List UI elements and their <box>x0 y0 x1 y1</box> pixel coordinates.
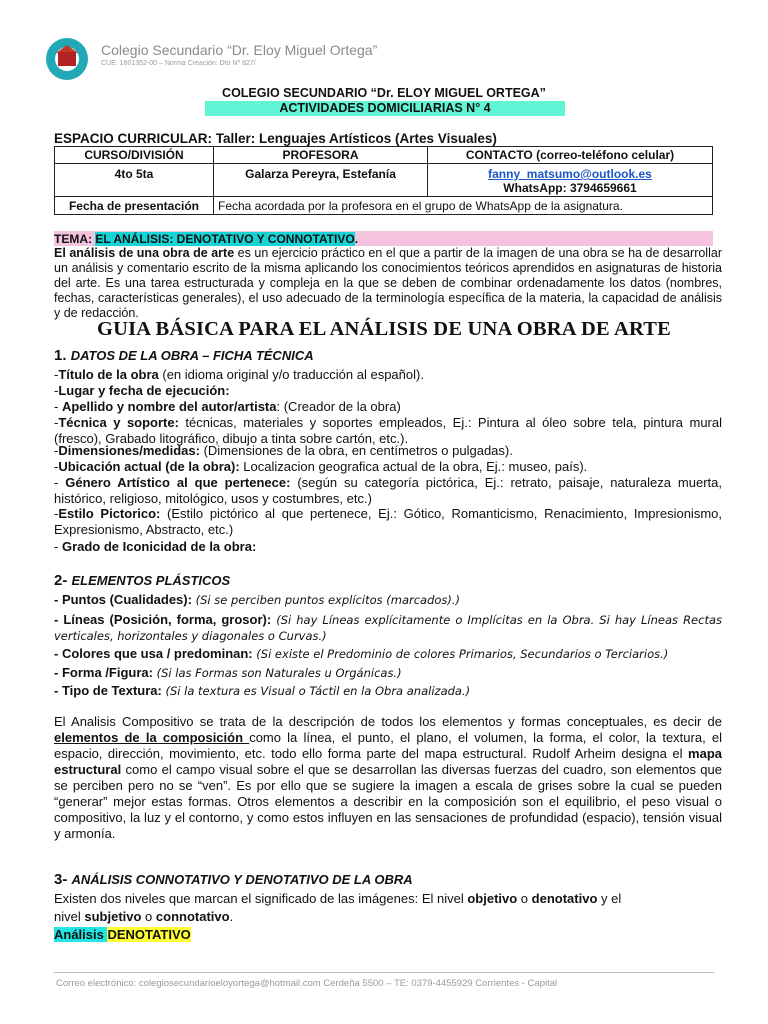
school-subtitle: CUE: 1801352-00 – Norma Creación: Dto Nº 827/ <box>101 60 256 67</box>
cell-curso: 4to 5ta <box>55 164 214 197</box>
logo-house <box>58 52 76 66</box>
list-item <box>54 665 722 681</box>
item-prefix: - <box>54 475 66 490</box>
item-label: Estilo Pictorico: <box>58 506 161 521</box>
table-row <box>55 197 713 215</box>
item-prefix: - <box>54 506 59 521</box>
text: o <box>141 909 156 924</box>
list-item <box>54 539 722 555</box>
para-bold: mapa estructural <box>54 746 722 777</box>
item-prefix: - <box>54 399 62 414</box>
section3-line2 <box>54 909 722 925</box>
list-item <box>54 612 722 644</box>
fecha-label: Fecha de presentación <box>55 197 214 215</box>
item-label: - Puntos (Cualidades): <box>54 592 192 607</box>
item-prefix: - <box>54 415 59 430</box>
item-label: - Líneas (Posición, forma, grosor): <box>54 612 272 627</box>
intro-paragraph <box>54 246 722 321</box>
text: . <box>229 909 234 924</box>
school-logo <box>46 38 88 80</box>
item-text: (en idioma original y/o traducción al español). <box>158 367 424 382</box>
espacio-label: ESPACIO CURRICULAR: <box>54 131 212 146</box>
section1-heading <box>54 347 314 364</box>
header-curso: CURSO/DIVISIÓN <box>55 147 214 164</box>
text: y el <box>597 891 622 906</box>
guide-title: GUIA BÁSICA PARA EL ANÁLISIS DE UNA OBRA DE ARTE <box>96 318 672 340</box>
item-text: (Estilo pictórico al que pertenece, Ej.: Gótico, Romanticismo, Renacimiento, Impresionismo, Expresionismo, Abstracto, etc.) <box>54 506 722 537</box>
section1-number: 1. <box>54 347 67 364</box>
section1-title: DATOS DE LA OBRA – FICHA TÉCNICA <box>70 348 314 363</box>
item-label: Título de la obra <box>58 367 159 382</box>
footer-divider <box>54 972 714 973</box>
list-item <box>54 475 722 507</box>
analysis-value: DENOTATIVO <box>107 927 191 942</box>
cell-profesora: Galarza Pereyra, Estefanía <box>214 164 428 197</box>
para-text: como el campo visual sobre el que se desarrollan las diversas fuerzas del cuadro, son elementos que se perciben pero no se “ven”. Es por ello que se sugiere la imagen a escala de grises sobre la cual se pueden “generar” mejor estas formas. Otros elementos a describir en la composición son el equilibrio, el peso visual o compositivo, la luz y el contorno, y como estos influyen en las sensaciones de profundidad (espacio), tensión visual y armonía. <box>54 762 722 841</box>
tema-value: EL ANÁLISIS: DENOTATIVO Y CONNOTATIVO <box>95 232 355 246</box>
bold-term: subjetivo <box>84 909 142 924</box>
item-prefix: - <box>54 539 62 554</box>
item-text: técnicas, materiales y soportes empleados, Ej.: Pintura al óleo sobre tela, pintura mural (fresco), Grabado litográfico, dibujo a tinta sobre cartón, etc.). <box>54 415 722 446</box>
para-underlined: elementos de la composición <box>54 730 250 745</box>
fecha-value: Fecha acordada por la profesora en el grupo de WhatsApp de la asignatura. <box>214 197 713 215</box>
whatsapp-number: WhatsApp: 3794659661 <box>503 181 637 195</box>
tema-dot: . <box>354 232 359 246</box>
list-item <box>54 367 722 383</box>
item-label: - Tipo de Textura: <box>54 683 162 698</box>
item-text: (Si se perciben puntos explícitos (marcados).) <box>191 593 461 607</box>
item-label: - Forma /Figura: <box>54 665 153 680</box>
text: nivel <box>54 909 85 924</box>
tema-label: TEMA: <box>54 232 96 246</box>
info-table <box>54 146 713 215</box>
header-profesora: PROFESORA <box>214 147 428 164</box>
item-prefix: - <box>54 459 59 474</box>
compositive-paragraph <box>54 714 722 842</box>
item-prefix: - <box>54 443 59 458</box>
analysis-denotativo <box>54 927 722 943</box>
list-item <box>54 646 722 662</box>
item-text: (Si la textura es Visual o Táctil en la Obra analizada.) <box>161 684 471 698</box>
para-text: como la línea, el punto, el plano, el volumen, la forma, el color, la textura, el espacio, dirección, movimiento, etc. todo ello forma parte del mapa estructural. Rudolf Arheim designa el <box>54 730 722 761</box>
document-title: COLEGIO SECUNDARIO “Dr. ELOY MIGUEL ORTEGA” <box>222 86 546 100</box>
list-item <box>54 592 722 608</box>
item-label: Técnica y soporte: <box>58 415 179 430</box>
list-item <box>54 399 722 415</box>
table-row <box>55 164 713 197</box>
espacio-curricular <box>54 131 497 146</box>
item-text: (según su categoría pictórica, Ej.: retrato, paisaje, naturaleza muerta, histórico, religioso, mitológico, usos y costumbres, etc.) <box>54 475 722 506</box>
item-label: - Colores que usa / predominan: <box>54 646 253 661</box>
table-header-row <box>55 147 713 164</box>
intro-bold: El análisis de una obra de arte <box>54 246 235 260</box>
item-text: (Dimensiones de la obra, en centímetros o pulgadas). <box>199 443 513 458</box>
list-item <box>54 383 722 399</box>
tema <box>54 232 358 246</box>
school-name: Colegio Secundario “Dr. Eloy Miguel Ortega” <box>101 42 378 58</box>
item-text: Localizacion geografica actual de la obra, Ej.: museo, país). <box>239 459 588 474</box>
item-label: Lugar y fecha de ejecución: <box>58 383 230 398</box>
item-label: Grado de Iconicidad de la obra: <box>61 539 257 554</box>
bold-term: connotativo <box>155 909 230 924</box>
item-prefix: - <box>54 383 59 398</box>
item-label: Dimensiones/medidas: <box>58 443 200 458</box>
email-link[interactable]: fanny_matsumo@outlook.es <box>488 167 652 181</box>
para-text: El Analisis Compositivo se trata de la descripción de todos los elementos y formas conceptuales, es decir de <box>54 714 722 729</box>
text: o <box>517 891 532 906</box>
text: Existen dos niveles que marcan el significado de las imágenes: El nivel <box>54 891 468 906</box>
section3-title: ANÁLISIS CONNOTATIVO Y DENOTATIVO DE LA OBRA <box>71 872 413 887</box>
espacio-value: Taller: Lenguajes Artísticos (Artes Visuales) <box>212 131 497 146</box>
item-prefix: - <box>54 367 59 382</box>
item-label: Ubicación actual (de la obra): <box>58 459 240 474</box>
list-item <box>54 683 722 699</box>
cell-contacto <box>428 164 713 197</box>
list-item <box>54 443 722 459</box>
item-label: Apellido y nombre del autor/artista <box>61 399 277 414</box>
list-item <box>54 459 722 475</box>
footer: Correo electrónico: colegiosecundarioeloyortega@hotmail.com Cerdeña 5500 – TE: 0379-4455929 Corrientes - Capital <box>56 978 558 989</box>
bold-term: denotativo <box>531 891 598 906</box>
activity-banner: ACTIVIDADES DOMICILIARIAS N° 4 <box>205 101 565 116</box>
analysis-label: Análisis <box>54 927 108 942</box>
list-item <box>54 506 722 538</box>
item-text: (Si las Formas son Naturales u Orgánicas.) <box>152 666 402 680</box>
section2-title: ELEMENTOS PLÁSTICOS <box>71 573 231 588</box>
item-text: (Si existe el Predominio de colores Primarios, Secundarios o Terciarios.) <box>252 647 669 661</box>
header-contacto: CONTACTO (correo-teléfono celular) <box>428 147 713 164</box>
item-text: (Si hay Líneas explícitamente o Implícitas en la Obra. Si hay Líneas Rectas verticales, horizontales y diagonales o Curvas.) <box>54 613 723 643</box>
intro-text: es un ejercicio práctico en el que a partir de la imagen de una obra se ha de desarrollar un análisis y comentario escrito de la misma aplicando los conocimientos teóricos aprendidos en asignaturas de historia del arte. Es una tarea estructurada y compleja en la que se deben de combinar ordenadamente los datos (nombres, fechas, características generales), el uso adecuado de la terminología específica de la materia, la capacidad de análisis y de redacción. <box>54 246 722 320</box>
section3-heading <box>54 871 413 888</box>
section3-number: 3- <box>54 871 68 888</box>
section2-number: 2- <box>54 572 68 589</box>
section3-line1 <box>54 891 722 907</box>
item-label: Género Artístico al que pertenece: <box>65 475 291 490</box>
bold-term: objetivo <box>467 891 518 906</box>
section2-heading <box>54 572 230 589</box>
item-text: : (Creador de la obra) <box>276 399 401 414</box>
